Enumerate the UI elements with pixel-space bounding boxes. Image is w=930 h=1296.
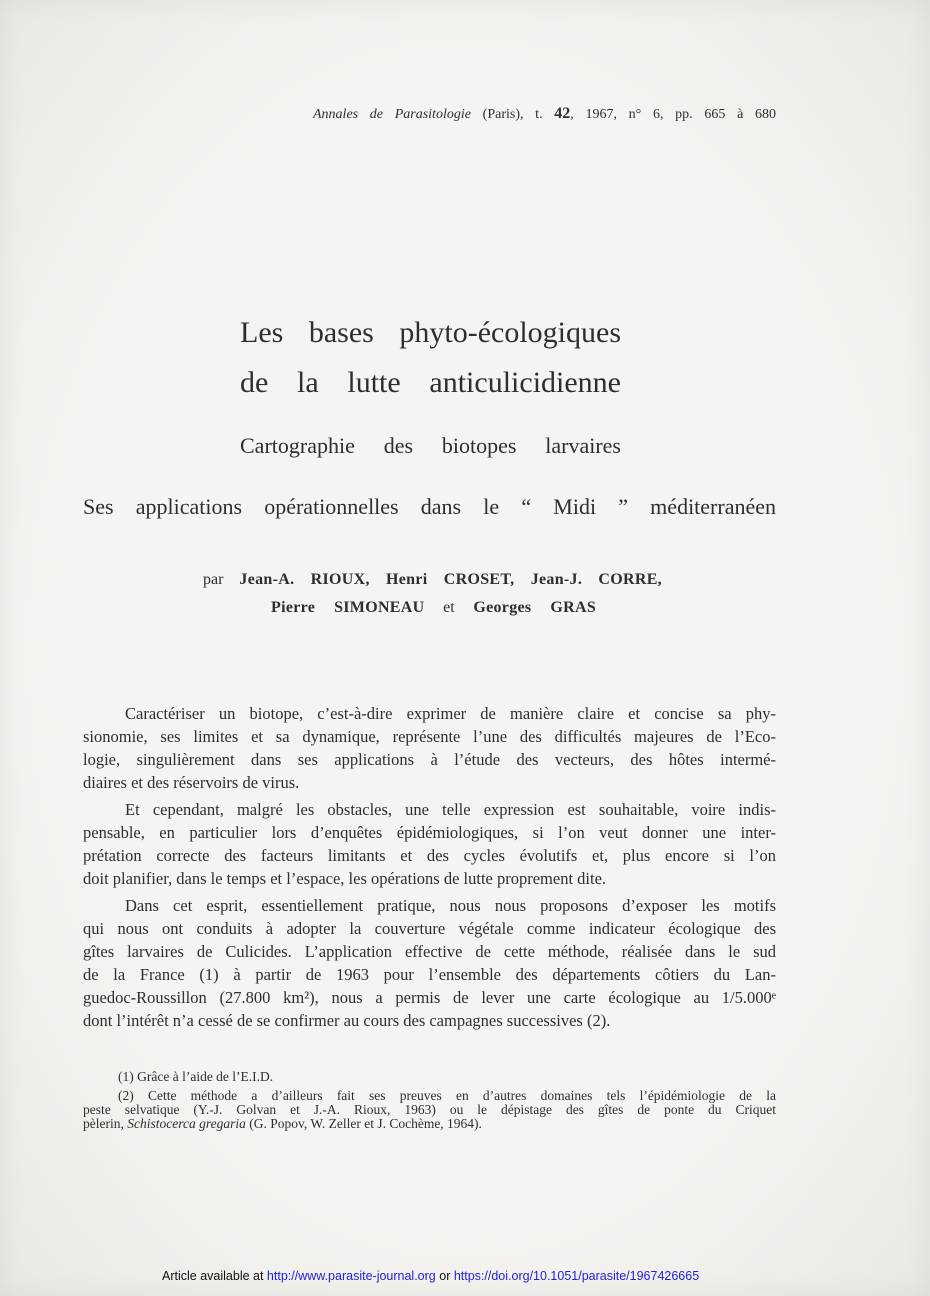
body-line: pensable, en particulier lors d’enquêtes épidémiologiques, si l’on veut donner une inter- <box>83 823 776 842</box>
author-name: Georges GRAS <box>473 599 597 616</box>
footnote-1 <box>83 1070 776 1084</box>
body-line: Caractériser un biotope, c’est-à-dire exprimer de manière claire et concise sa phy- <box>125 704 776 723</box>
body-line: gîtes larvaires de Culicides. L’application effective de cette méthode, réalisée dans le sud <box>83 942 776 961</box>
body-line: dont l’intérêt n’a cessé de se confirmer au cours des campagnes successives (2). <box>83 1011 611 1030</box>
paragraph-3 <box>83 894 776 1032</box>
authors-line-1 <box>203 570 662 590</box>
body-line: de la France (1) à partir de 1963 pour l’ensemble des départements côtiers du Lan- <box>83 965 776 984</box>
footnote-2 <box>83 1089 776 1131</box>
body-line: doit planifier, dans le temps et l’espace, les opérations de lutte proprement dite. <box>83 869 607 888</box>
paragraph-2 <box>83 798 776 890</box>
footnote-line <box>83 1117 776 1131</box>
body-line: guedoc-Roussillon (27.800 km²), nous a permis de lever une carte écologique au 1/5.000ᵉ <box>83 988 776 1007</box>
citation-volume: 42 <box>554 105 571 122</box>
article-subtitle: Cartographie des biotopes larvaires <box>240 433 621 458</box>
footer-prefix: Article available at <box>162 1269 267 1283</box>
availability-footer <box>162 1268 699 1284</box>
footnote-text: pèlerin, <box>83 1117 128 1131</box>
authors-prefix: par <box>203 571 240 588</box>
article-title-line-1: Les bases phyto-écologiques <box>240 316 621 349</box>
authors-line-2 <box>271 598 596 618</box>
body-line: Dans cet esprit, essentiellement pratique, nous nous proposons d’exposer les motifs <box>125 896 776 915</box>
body-line: logie, singulièrement dans ses applications à l’étude des vecteurs, des hôtes intermé- <box>83 750 776 769</box>
doi-link[interactable]: https://doi.org/10.1051/parasite/1967426665 <box>453 1269 700 1283</box>
article-title-line-2: de la lutte anticulicidienne <box>240 366 621 399</box>
author-names: Jean-A. RIOUX, Henri CROSET, Jean-J. CORRE, <box>239 571 662 588</box>
authors-conjunction: et <box>424 599 474 616</box>
article-subtitle-2: Ses applications opérationnelles dans le “ Midi ” méditerranéen <box>83 494 776 519</box>
citation-place: (Paris), t. <box>470 107 555 122</box>
body-line: Et cependant, malgré les obstacles, une telle expression est souhaitable, voire indis- <box>125 800 776 819</box>
footer-or: or <box>435 1269 454 1283</box>
footnote-line: peste selvatique (Y.-J. Golvan et J.-A. Rioux, 1963) ou le dépistage des gîtes de ponte du Criquet <box>83 1103 776 1117</box>
species-name: Schistocerca gregaria <box>127 1117 246 1131</box>
footnote-text: (G. Popov, W. Zeller et J. Cochème, 1964). <box>245 1117 482 1131</box>
body-line: sionomie, ses limites et sa dynamique, représente l’une des difficultés majeures de l’Eco- <box>83 727 776 746</box>
author-name: Pierre SIMONEAU <box>271 599 425 616</box>
body-line: diaires et des réservoirs de virus. <box>83 773 300 792</box>
journal-name: Annales de Parasitologie <box>313 107 471 122</box>
body-line: qui nous ont conduits à adopter la couverture végétale comme indicateur écologique des <box>83 919 776 938</box>
body-line: prétation correcte des facteurs limitants et des cycles évolutifs et, plus encore si l’on <box>83 846 776 865</box>
footnote-line: (1) Grâce à l’aide de l’E.I.D. <box>118 1070 274 1084</box>
citation-details: , 1967, n° 6, pp. 665 à 680 <box>570 107 777 122</box>
paragraph-1 <box>83 702 776 794</box>
journal-site-link[interactable]: http://www.parasite-journal.org <box>266 1269 436 1283</box>
journal-citation <box>313 104 776 124</box>
footnote-line: (2) Cette méthode a d’ailleurs fait ses preuves en d’autres domaines tels l’épidémiologie de la <box>118 1089 776 1103</box>
